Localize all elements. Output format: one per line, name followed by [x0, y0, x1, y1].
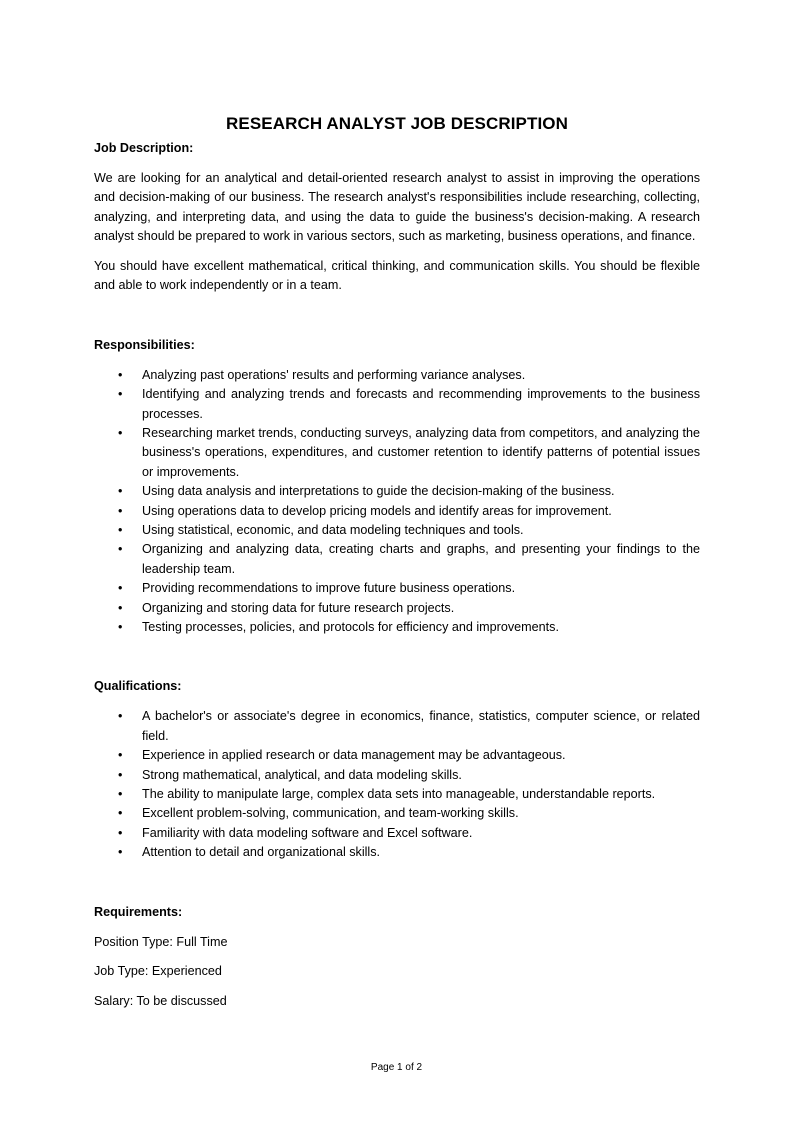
list-item	[94, 482, 700, 501]
job-type-line: Job Type: Experienced	[94, 964, 222, 979]
bullet-icon: •	[118, 620, 123, 635]
list-item-text: The ability to manipulate large, complex data sets into manageable, understandable reports.	[142, 786, 656, 801]
list-item	[94, 824, 700, 843]
list-item-text: Using data analysis and interpretations to guide the decision-making of the business.	[142, 484, 615, 499]
bullet-icon: •	[118, 367, 123, 382]
bullet-icon: •	[118, 484, 123, 499]
responsibilities-heading: Responsibilities:	[94, 337, 195, 352]
document-title: RESEARCH ANALYST JOB DESCRIPTION	[226, 114, 568, 133]
salary-line: Salary: To be discussed	[94, 994, 227, 1009]
list-item	[94, 385, 700, 424]
requirements-heading: Requirements:	[94, 904, 183, 919]
document-body	[94, 113, 700, 1012]
job-description-paragraph-2: You should have excellent mathematical, critical thinking, and communication skills. You should be flexible and able to work independently or in a team.	[94, 259, 700, 293]
job-description-paragraph-1: We are looking for an analytical and detail-oriented research analyst to assist in improving the operations and decision-making of our business. The research analyst's responsibilities include researching, collecting, analyzing, and interpreting data, and using the data to guide the business's decision-making. A research analyst should be prepared to work in various sectors, such as marketing, business operations, and finance.	[94, 170, 700, 244]
list-item	[94, 766, 700, 785]
list-item	[94, 804, 700, 823]
responsibilities-list	[94, 366, 700, 638]
list-item-text: Organizing and storing data for future research projects.	[142, 600, 455, 615]
qualifications-list	[94, 707, 700, 862]
list-item-text: Testing processes, policies, and protocols for efficiency and improvements.	[142, 620, 559, 635]
list-item	[94, 618, 700, 637]
list-item	[94, 540, 700, 579]
list-item-text: Attention to detail and organizational skills.	[142, 845, 381, 860]
list-item-text: Experience in applied research or data management may be advantageous.	[142, 748, 566, 763]
list-item-text: Excellent problem-solving, communication, and team-working skills.	[142, 806, 519, 821]
bullet-icon: •	[118, 748, 123, 763]
list-item-text: Using statistical, economic, and data modeling techniques and tools.	[142, 523, 524, 537]
bullet-icon: •	[118, 387, 123, 402]
bullet-icon: •	[118, 806, 123, 821]
list-item	[94, 785, 700, 804]
list-item	[94, 746, 700, 765]
bullet-icon: •	[118, 786, 123, 801]
list-item-text: Analyzing past operations' results and performing variance analyses.	[142, 367, 526, 382]
bullet-icon: •	[118, 503, 123, 518]
list-item-text: Researching market trends, conducting surveys, analyzing data from competitors, and analyzing the business's operations, expenditures, and customer retention to identify patterns of potential issues or improvements.	[142, 425, 700, 479]
bullet-icon: •	[118, 709, 123, 724]
list-item	[94, 521, 700, 540]
list-item-text: Familiarity with data modeling software and Excel software.	[142, 825, 473, 840]
bullet-icon: •	[118, 542, 123, 557]
bullet-icon: •	[118, 767, 123, 782]
list-item	[94, 707, 700, 746]
bullet-icon: •	[118, 581, 123, 596]
bullet-icon: •	[118, 425, 123, 440]
list-item	[94, 424, 700, 482]
list-item-text: Providing recommendations to improve future business operations.	[142, 581, 516, 596]
list-item-text: Identifying and analyzing trends and forecasts and recommending improvements to the business processes.	[142, 387, 700, 421]
bullet-icon: •	[118, 600, 123, 615]
list-item	[94, 502, 700, 521]
list-item-text: Strong mathematical, analytical, and data modeling skills.	[142, 767, 462, 782]
bullet-icon: •	[118, 845, 123, 860]
qualifications-heading: Qualifications:	[94, 679, 182, 694]
list-item	[94, 579, 700, 598]
list-item-text: A bachelor's or associate's degree in economics, finance, statistics, computer science, or related field.	[142, 709, 700, 743]
page-number-footer: Page 1 of 2	[370, 1062, 423, 1073]
list-item	[94, 366, 700, 385]
bullet-icon: •	[118, 825, 123, 840]
list-item-text: Using operations data to develop pricing models and identify areas for improvement.	[142, 503, 612, 518]
list-item	[94, 599, 700, 618]
list-item-text: Organizing and analyzing data, creating charts and graphs, and presenting your findings to the leadership team.	[142, 542, 700, 576]
job-description-heading: Job Description:	[94, 141, 194, 155]
list-item	[94, 843, 700, 862]
position-type-line: Position Type: Full Time	[94, 934, 228, 949]
bullet-icon: •	[118, 523, 123, 537]
